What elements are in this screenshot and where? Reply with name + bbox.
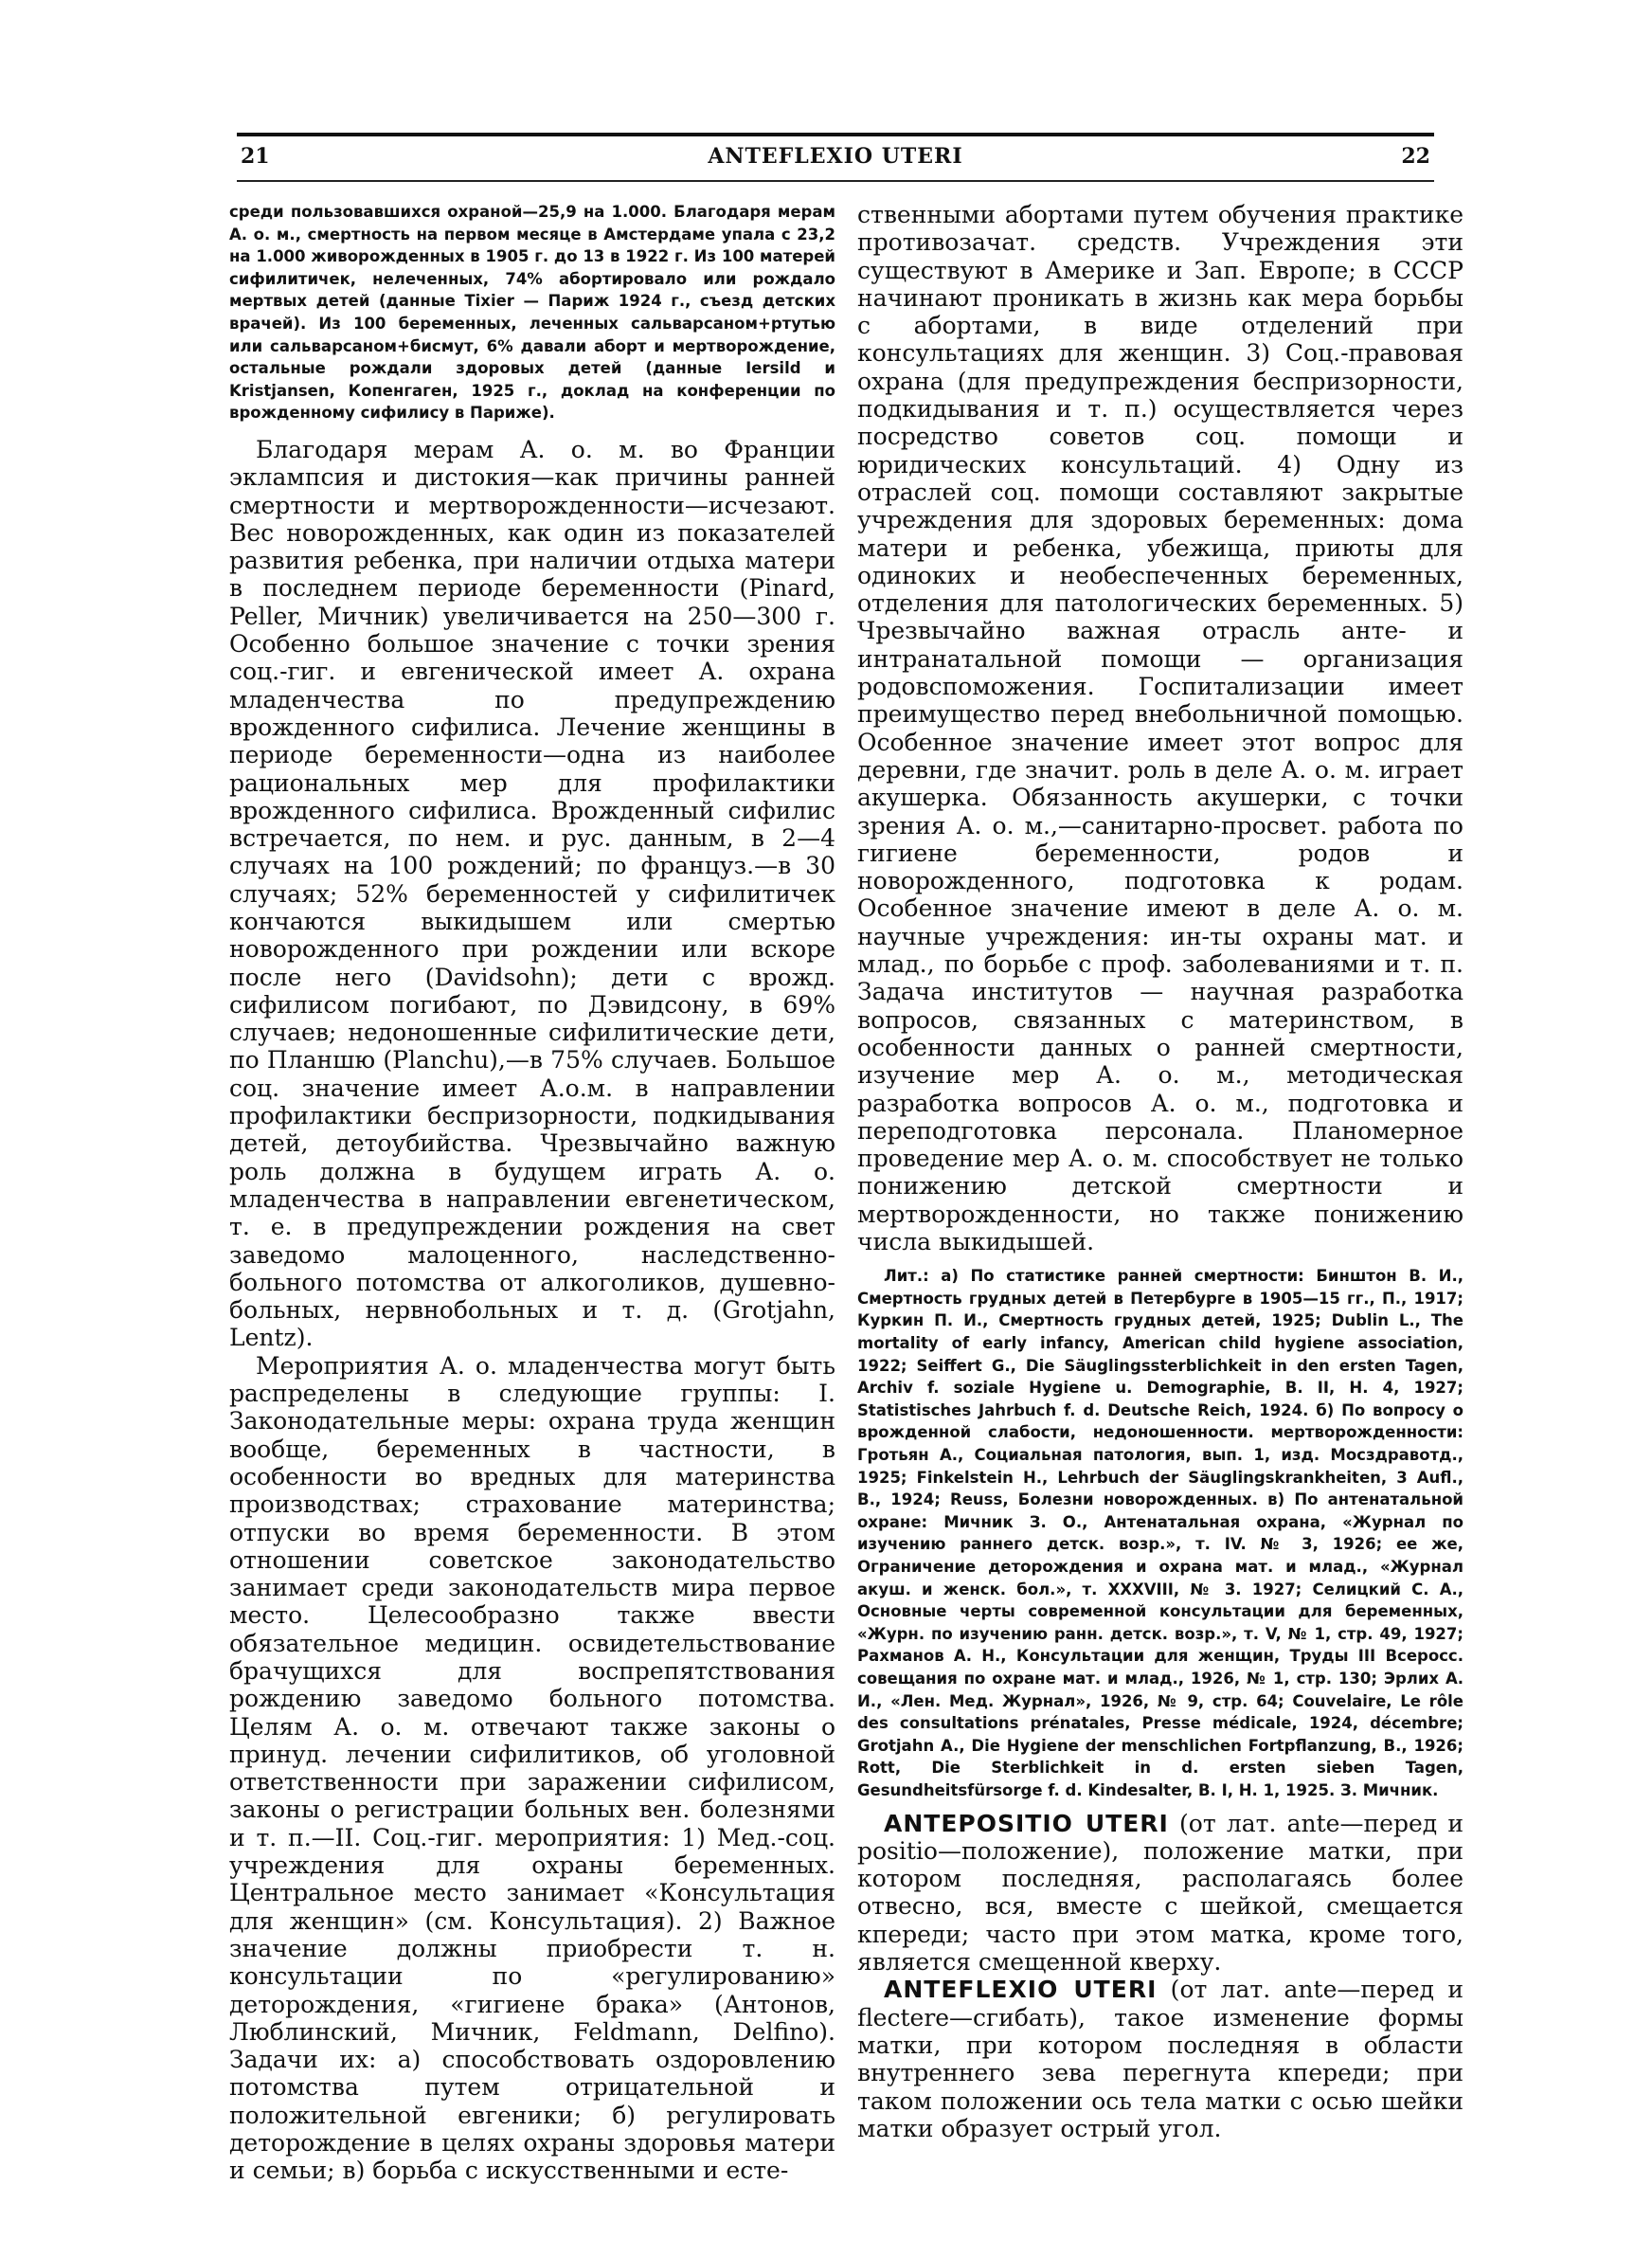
entry-definition: (от лат. ante—перед и flectere—сгибать), такое изменение формы матки, при котором последняя в области внутреннего зева перегнута кпереди; при таком положении ось тела матки с осью шейки матки образует острый угол. bbox=[857, 1976, 1463, 2142]
left-column bbox=[229, 201, 835, 2185]
right-column bbox=[857, 201, 1463, 2142]
left-page-number: 21 bbox=[241, 144, 270, 169]
body-paragraph: Благодаря мерам А. о. м. во Франции эклампсия и дистокия—как причины ранней смертности и мертворожденности—исчезают. Вес новорожденных, как один из показателей развития ребенка, при наличии отдыха матери в последнем периоде беременности (Pinard, Peller, Мичник) увеличивается на 250—300 г. Особенно большое значение с точки зрения соц.-гиг. и евгенической имеет А. охрана младенчества по предупреждению врожденного сифилиса. Лечение женщины в периоде беременности—одна из наиболее рациональных мер для профилактики врожденного сифилиса. Врожденный сифилис встречается, по нем. и рус. данным, в 2—4 случаях на 100 рождений; по француз.—в 30 случаях; 52% беременностей у сифилитичек кончаются выкидышем или смертью новорожденного при рождении или вскоре после него (Davidsohn); дети с врожд. сифилисом погибают, по Дэвидсону, в 69% случаев; недоношенные сифилитические дети, по Планшю (Planchu),—в 75% случаев. Большое соц. значение имеет А.о.м. в направлении профилактики беспризорности, подкидывания детей, детоубийства. Чрезвычайно важную роль должна в будущем играть А. о. младенчества в направлении евгенетическом, т. е. в предупреждении рождения на свет заведомо малоценного, наследственно-больного потомства от алкоголиков, душевно-больных, нервнобольных и т. д. (Grotjahn, Lentz). bbox=[229, 435, 835, 1352]
entry-term: ANTEFLEXIO UTERI bbox=[884, 1976, 1158, 2004]
entry-antepositio bbox=[857, 1810, 1463, 1977]
header-top-rule bbox=[237, 133, 1434, 136]
page-header bbox=[237, 144, 1434, 176]
statistics-paragraph: среди пользовавшихся охраной—25,9 на 1.000. Благодаря мерам А. о. м., смертность на первом месяце в Амстердаме упала с 23,2 на 1.000 живорожденных в 1905 г. до 13 в 1922 г. Из 100 матерей сифилитичек, нелеченных, 74% абортировало или рождало мертвых детей (данные Tixier — Париж 1924 г., съезд детских врачей). Из 100 беременных, леченных сальварсаном+ртутью или сальварсаном+бисмут, 6% давали аборт и мертворождение, остальные рождали здоровых детей (данные Iersild и Kristjansen, Копенгаген, 1925 г., доклад на конференции по врожденному сифилису в Париже). bbox=[229, 203, 835, 423]
entry-anteflexio bbox=[857, 1976, 1463, 2142]
entry-term: ANTEPOSITIO UTERI bbox=[884, 1809, 1169, 1837]
right-page-number: 22 bbox=[1401, 144, 1430, 169]
header-bottom-rule bbox=[237, 180, 1434, 182]
literature-references: Лит.: а) По статистике ранней смертности: Бинштон В. И., Смертность грудных детей в Петербурге в 1905—15 гг., П., 1917; Куркин П. И., Смертность грудных детей, 1925; Dublin L., The mortality of early infancy, American child hygiene association, 1922; Seiffert G., Die Säuglingssterblichkeit in den ersten Tagen, Archiv f. soziale Hygiene u. Demographie, B. II, H. 4, 1927; Statistisches Jahrbuch f. d. Deutsche Reich, 1924. б) По вопросу о врожденной слабости, недоношенности. мертворожденности: Гротьян А., Социальная патология, вып. 1, изд. Мосздравотд., 1925; Finkelstein H., Lehrbuch der Säuglingskrankheiten, 3 Aufl., B., 1924; Reuss, Болезни новорожденных. в) По антенатальной охране: Мичник З. О., Антенатальная охрана, «Журнал по изучению раннего детск. возр.», т. IV. № 3, 1926; ее же, Ограничение деторождения и охрана мат. и млад., «Журнал акуш. и женск. бол.», т. XXXVIII, № 3. 1927; Селицкий С. А., Основные черты современной консультации для беременных, «Журн. по изучению ранн. детск. возр.», т. V, № 1, стр. 49, 1927; Рахманов А. Н., Консультации для женщин, Труды III Всеросс. совещания по охране мат. и млад., 1926, № 1, стр. 130; Эрлих А. И., «Лен. Мед. Журнал», 1926, № 9, стр. 64; Couvelaire, Le rôle des consultations prénatales, Presse médicale, 1924, décembre; Grotjahn A., Die Hygiene der menschlichen Fortpflanzung, B., 1926; Rott, Die Sterblichkeit in d. ersten sieben Tagen, Gesundheitsfürsorge f. d. Kindesalter, B. I, H. 1, 1925. З. Мичник. bbox=[857, 1267, 1463, 1799]
body-paragraph: ственными абортами путем обучения практике противозачат. средств. Учреждения эти существуют в Америке и Зап. Европе; в СССР начинают проникать в жизнь как мера борьбы с абортами, в виде отделений при консультациях для женщин. 3) Соц.-правовая охрана (для предупреждения беспризорности, подкидывания и т. п.) осуществляется через посредство советов соц. помощи и юридических консультаций. 4) Одну из отраслей соц. помощи составляют закрытые учреждения для здоровых беременных: дома матери и ребенка, убежища, приюты для одиноких и необеспеченных беременных, отделения для патологических беременных. 5) Чрезвычайно важная отрасль анте- и интранатальной помощи — организация родовспоможения. Госпитализации имеет преимущество перед внебольничной помощью. Особенное значение имеет этот вопрос для деревни, где значит. роль в деле А. о. м. играет акушерка. Обязанность акушерки, с точки зрения А. о. м.,—санитарно-просвет. работа по гигиене беременности, родов и новорожденного, подготовка к родам. Особенное значение имеют в деле А. о. м. научные учреждения: ин-ты охраны мат. и млад., по борьбе с проф. заболеваниями и т. п. Задача институтов — научная разработка вопросов, связанных с материнством, в особенности данных о ранней смертности, изучение мер А. о. м., методическая разработка вопросов А. о. м., подготовка и переподготовка персонала. Планомерное проведение мер А. о. м. способствует не только понижению детской смертности и мертворожденности, но также понижению числа выкидышей. bbox=[857, 201, 1463, 1255]
running-title: ANTEFLEXIO UTERI bbox=[708, 144, 963, 169]
body-paragraph: Мероприятия А. о. младенчества могут быть распределены в следующие группы: I. Законодательные меры: охрана труда женщин вообще, беременных в частности, в особенности во вредных для материнства производствах; страхование материнства; отпуски во время беременности. В этом отношении советское законодательство занимает среди законодательств мира первое место. Целесообразно также ввести обязательное медицин. освидетельствование брачущихся для воспрепятствования рождению заведомо больного потомства. Целям А. о. м. отвечают также законы о принуд. лечении сифилитиков, об уголовной ответственности при заражении сифилисом, законы о регистрации больных вен. болезнями и т. п.—II. Соц.-гиг. мероприятия: 1) Мед.-соц. учреждения для охраны беременных. Центральное место занимает «Консультация для женщин» (см. Консультация). 2) Важное значение должны приобрести т. н. консультации по «регулированию» деторождения, «гигиене брака» (Антонов, Люблинский, Мичник, Feldmann, Delfino). Задачи их: а) способствовать оздоровлению потомства путем отрицательной и положительной евгеники; б) регулировать деторождение в целях охраны здоровья матери и семьи; в) борьба с искусственными и есте- bbox=[229, 1351, 835, 2185]
entry-definition: (от лат. ante—перед и positio—положение), положение матки, при котором последняя, располагаясь более отвесно, вся, вместе с шейкой, смещается кпереди; часто при этом матка, кроме того, является смещенной кверху. bbox=[857, 1809, 1463, 1977]
